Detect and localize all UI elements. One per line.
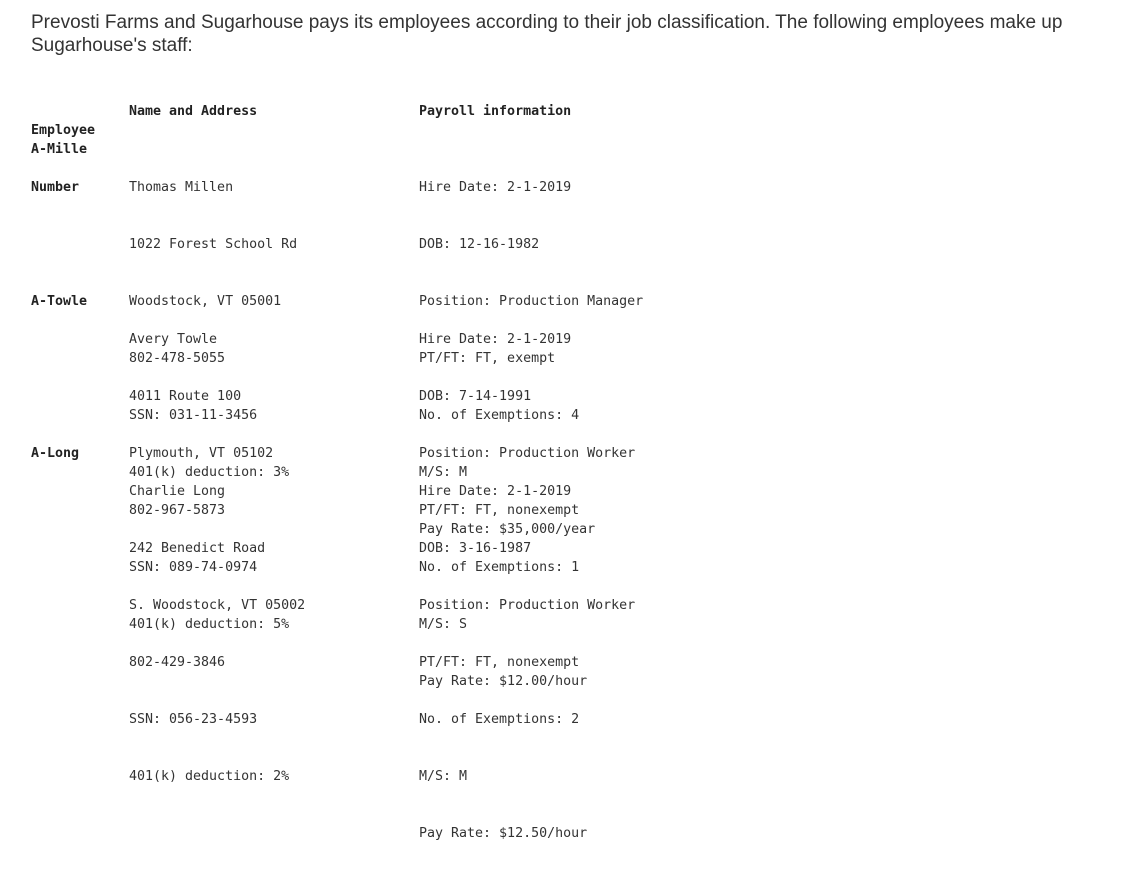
city-state-zip: Plymouth, VT 05102 (129, 446, 274, 461)
header-name-address: Name and Address (129, 104, 258, 119)
date-of-birth: DOB: 7-14-1991 (419, 389, 532, 404)
marital-status: M/S: M (419, 769, 468, 784)
pt-ft-status: PT/FT: FT, exempt (419, 351, 556, 366)
position: Position: Production Worker (419, 446, 636, 461)
exemptions: No. of Exemptions: 1 (419, 560, 580, 575)
marital-status: M/S: M (419, 465, 468, 480)
401k-deduction: 401(k) deduction: 5% (129, 617, 290, 632)
intro-paragraph: Prevosti Farms and Sugarhouse pays its employees according to their job classification. The following employees make up Sugarhouse's staff: (31, 12, 1063, 56)
pay-rate: Pay Rate: $12.00/hour (419, 674, 588, 689)
pay-rate: Pay Rate: $35,000/year (419, 522, 596, 537)
phone-number: 802-478-5055 (129, 351, 226, 366)
hire-date: Hire Date: 2-1-2019 (419, 180, 572, 195)
employee-name: Thomas Millen (129, 180, 234, 195)
pt-ft-status: PT/FT: FT, nonexempt (419, 655, 580, 670)
exemptions: No. of Exemptions: 4 (419, 408, 580, 423)
pt-ft-status: PT/FT: FT, nonexempt (419, 503, 580, 518)
employee-number: A-Long (31, 446, 80, 461)
city-state-zip: Woodstock, VT 05001 (129, 294, 282, 309)
header-number-label: Number (31, 180, 80, 195)
position: Position: Production Worker (419, 598, 636, 613)
employee-name: Avery Towle (129, 332, 218, 347)
401k-deduction: 401(k) deduction: 2% (129, 769, 290, 784)
hire-date: Hire Date: 2-1-2019 (419, 484, 572, 499)
employee-number: A-Mille (31, 142, 88, 157)
position: Position: Production Manager (419, 294, 644, 309)
401k-deduction: 401(k) deduction: 3% (129, 465, 290, 480)
phone-number: 802-967-5873 (129, 503, 226, 518)
payroll-information (419, 444, 635, 881)
date-of-birth: DOB: 12-16-1982 (419, 237, 540, 252)
ssn: SSN: 089-74-0974 (129, 560, 258, 575)
employee-name: Charlie Long (129, 484, 226, 499)
name-and-address (129, 444, 305, 824)
date-of-birth: DOB: 3-16-1987 (419, 541, 532, 556)
ssn: SSN: 056-23-4593 (129, 712, 258, 727)
pay-rate: Pay Rate: $12.50/hour (419, 826, 588, 841)
street-address: 1022 Forest School Rd (129, 237, 298, 252)
header-payroll-information: Payroll information (419, 104, 572, 119)
street-address: 4011 Route 100 (129, 389, 242, 404)
marital-status: M/S: S (419, 617, 468, 632)
header-employee-label: Employee (31, 123, 96, 138)
employee-number: A-Towle (31, 294, 88, 309)
street-address: 242 Benedict Road (129, 541, 266, 556)
city-state-zip: S. Woodstock, VT 05002 (129, 598, 306, 613)
exemptions: No. of Exemptions: 2 (419, 712, 580, 727)
ssn: SSN: 031-11-3456 (129, 408, 258, 423)
phone-number: 802-429-3846 (129, 655, 226, 670)
hire-date: Hire Date: 2-1-2019 (419, 332, 572, 347)
